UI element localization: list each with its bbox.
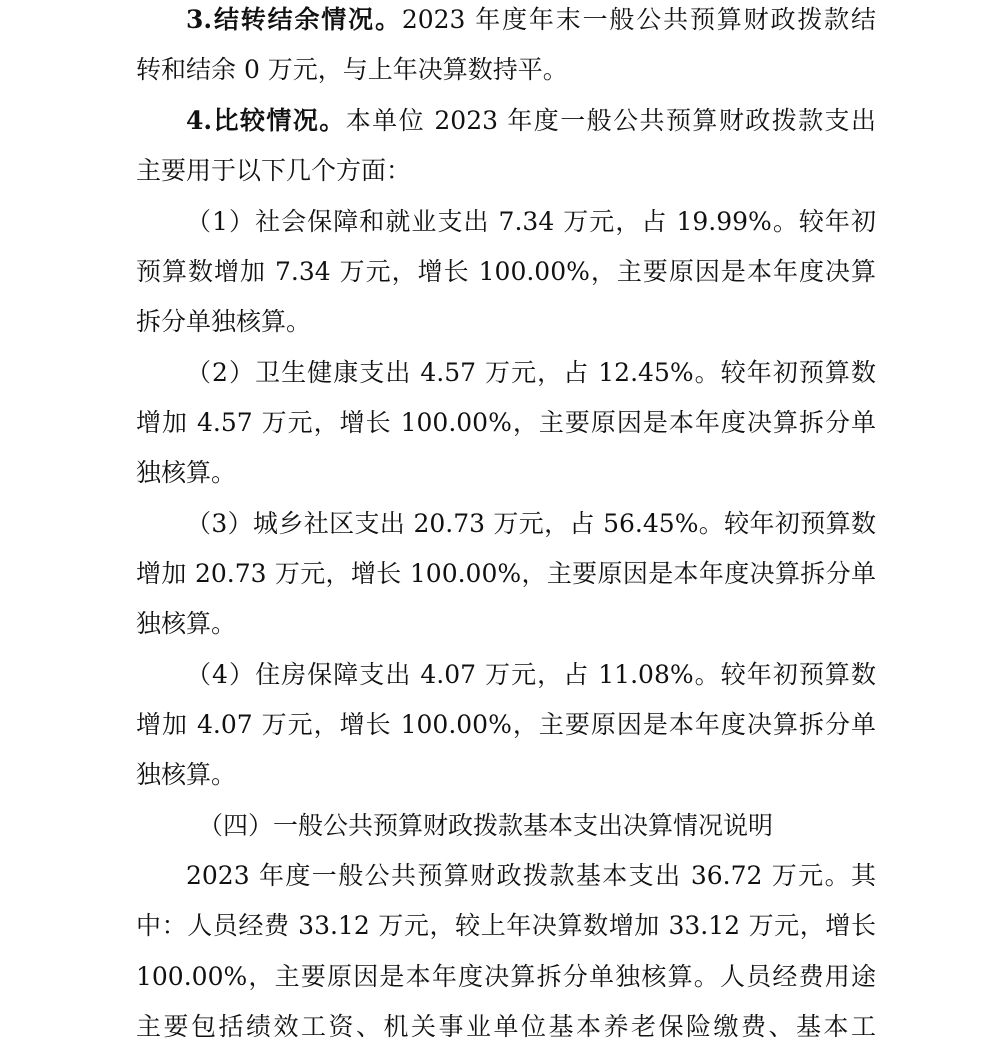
paragraph-4-line-3: 独核算。 [136,458,237,487]
paragraph-3-line-2: 预算数增加 7.34 万元，增长 100.00%，主要原因是本年度决算 [136,257,876,286]
paragraph-1-line-2: 转和结余 0 万元，与上年决算数持平。 [136,55,568,84]
paragraph-8-line-1: 2023 年度一般公共预算财政拨款基本支出 36.72 万元。其 [186,861,876,890]
section-heading-basic-expenditure: （四）一般公共预算财政拨款基本支出决算情况说明 [198,811,774,840]
paragraph-5-line-2: 增加 20.73 万元，增长 100.00%，主要原因是本年度决算拆分单 [136,559,876,588]
heading-carryover-balance: 3.结转结余情况。 [186,5,402,34]
paragraph-text: 本单位 2023 年度一般公共预算财政拨款支出 [345,106,876,135]
paragraph-5-line-1: （3）城乡社区支出 20.73 万元，占 56.45%。较年初预算数 [186,509,876,538]
paragraph-4-line-2: 增加 4.57 万元，增长 100.00%，主要原因是本年度决算拆分单 [136,408,876,437]
paragraph-2-line-1 [186,101,876,151]
paragraph-1-line-1 [186,0,876,50]
paragraph-text: 2023 年度年末一般公共预算财政拨款结 [401,5,876,34]
paragraph-5-line-3: 独核算。 [136,609,237,638]
paragraph-4-line-1: （2）卫生健康支出 4.57 万元，占 12.45%。较年初预算数 [186,358,876,387]
paragraph-2-line-2: 主要用于以下几个方面： [136,156,412,185]
paragraph-6-line-2: 增加 4.07 万元，增长 100.00%，主要原因是本年度决算拆分单 [136,710,876,739]
paragraph-6-line-1: （4）住房保障支出 4.07 万元，占 11.08%。较年初预算数 [186,660,876,689]
heading-comparison: 4.比较情况。 [186,106,346,135]
paragraph-8-line-3: 100.00%，主要原因是本年度决算拆分单独核算。人员经费用途 [136,962,876,991]
paragraph-8-line-4: 主要包括绩效工资、机关事业单位基本养老保险缴费、基本工 [136,1012,876,1041]
paragraph-6-line-3: 独核算。 [136,760,237,789]
paragraph-8-line-2: 中：人员经费 33.12 万元，较上年决算数增加 33.12 万元，增长 [136,911,876,940]
paragraph-3-line-3: 拆分单独核算。 [136,307,312,336]
paragraph-3-line-1: （1）社会保障和就业支出 7.34 万元，占 19.99%。较年初 [186,207,876,236]
